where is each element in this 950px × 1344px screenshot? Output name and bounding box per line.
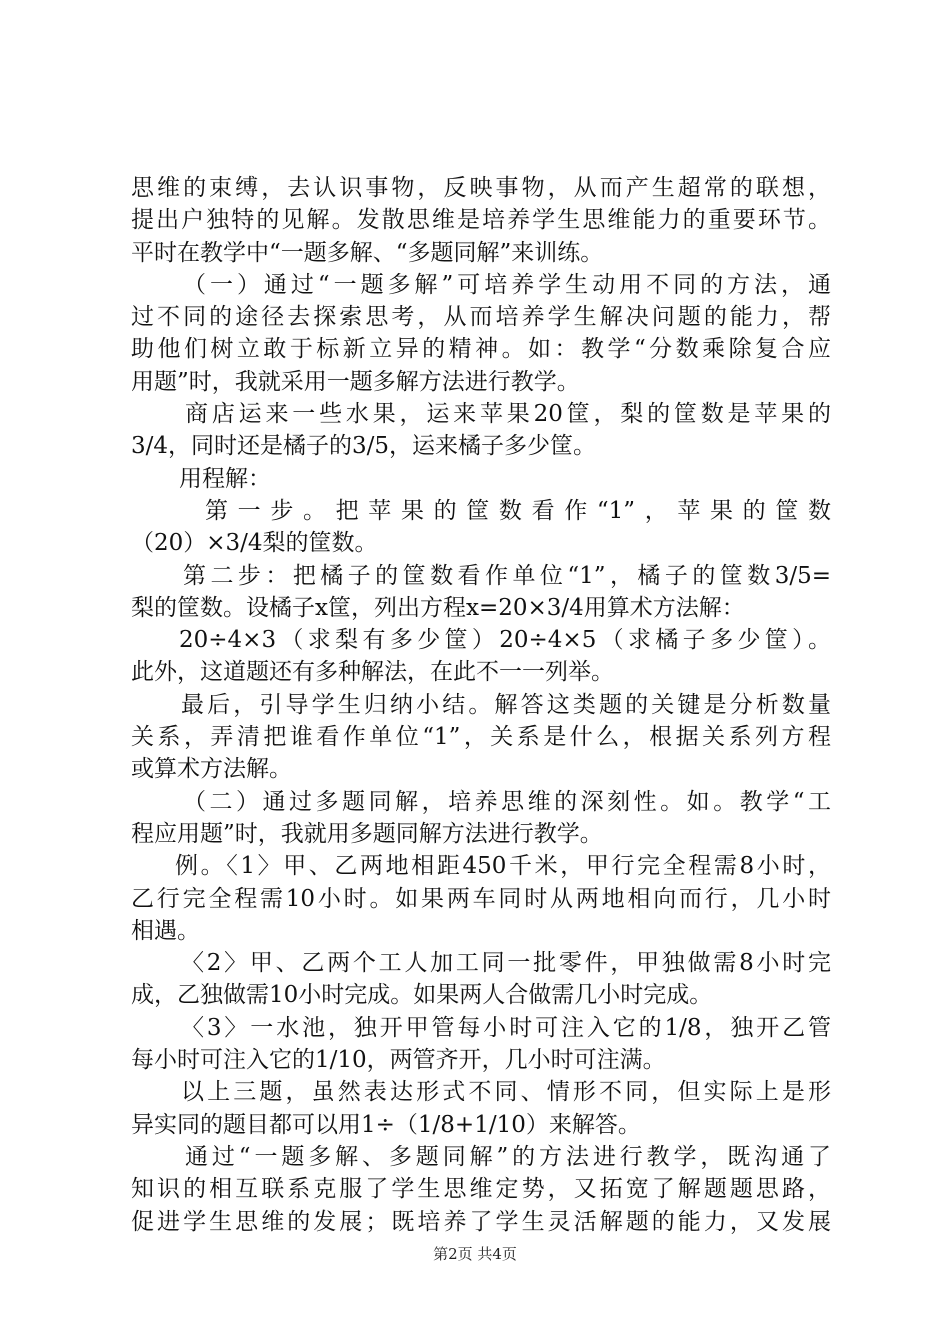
- body-text: [131, 172, 831, 1238]
- text-line: （二）通过多题同解，培养思维的深刻性。如。教学“工: [183, 788, 831, 815]
- text-line: 思维的束缚，去认识事物，反映事物，从而产生超常的联想，: [131, 175, 831, 201]
- text-line: 3/4，同时还是橘子的3/5，运来橘子多少筐。: [131, 433, 597, 460]
- text-line: 或算术方法解。: [131, 756, 292, 783]
- text-line: 梨的筐数。设橘子x筐，列出方程x=20×3/4用算术方法解：: [131, 594, 745, 621]
- text-line: 成，乙独做需10小时完成。如果两人合做需几小时完成。: [131, 982, 713, 1009]
- text-line: 知识的相互联系克服了学生思维定势，又拓宽了解题题思路，: [131, 1176, 831, 1203]
- text-line: 此外，这道题还有多种解法，在此不一一列举。: [131, 659, 614, 686]
- text-line: 最后，引导学生归纳小结。解答这类题的关键是分析数量: [181, 691, 831, 718]
- text-line: 助他们树立敢于标新立异的精神。如：教学“分数乘除复合应: [131, 336, 831, 363]
- text-line: 每小时可注入它的1/10，两管齐开，几小时可注满。: [131, 1047, 666, 1074]
- text-line: 异实同的题目都可以用1÷（1/8+1/10）来解答。: [131, 1111, 641, 1138]
- text-line: 程应用题”时，我就用多题同解方法进行教学。: [131, 820, 603, 847]
- text-line: 20÷4×3（求梨有多少筐）20÷4×5（求橘子多少筐）。: [179, 627, 831, 654]
- text-line: 关系，弄清把谁看作单位“1”，关系是什么，根据关系列方程: [131, 724, 831, 751]
- text-line: 例。〈1〉甲、乙两地相距450千米，甲行完全程需8小时，: [175, 853, 831, 880]
- text-line: 乙行完全程需10小时。如果两车同时从两地相向而行，几小时: [131, 885, 831, 912]
- text-line: 通过“一题多解、多题同解”的方法进行教学，既沟通了: [185, 1143, 831, 1170]
- text-line: 促进学生思维的发展；既培养了学生灵活解题的能力，又发展: [131, 1208, 831, 1235]
- text-line: 〈3〉一水池，独开甲管每小时可注入它的1/8，独开乙管: [181, 1014, 831, 1041]
- text-line: 〈2〉甲、乙两个工人加工同一批零件，甲独做需8小时完: [181, 950, 831, 977]
- text-line: （一）通过“一题多解”可培养学生动用不同的方法，通: [183, 271, 831, 298]
- text-line: 商店运来一些水果，运来苹果20筐，梨的筐数是苹果的: [185, 401, 831, 428]
- text-line: 过不同的途径去探索思考，从而培养学生解决问题的能力，帮: [131, 304, 831, 331]
- text-line: 第一步。把苹果的筐数看作“1”，苹果的筐数: [205, 497, 831, 524]
- page-footer: 第2页 共4页: [433, 1245, 517, 1263]
- text-line: （20）×3/4梨的筐数。: [131, 530, 378, 557]
- text-line: 以上三题，虽然表达形式不同、情形不同，但实际上是形: [181, 1079, 831, 1106]
- text-line: 提出户独特的见解。发散思维是培养学生思维能力的重要环节。: [131, 207, 831, 234]
- text-line: 用程解：: [179, 465, 271, 492]
- text-line: 用题”时，我就采用一题多解方法进行教学。: [131, 368, 580, 395]
- text-line: 相遇。: [131, 917, 200, 944]
- text-line: 第二步：把橘子的筐数看作单位“1”，橘子的筐数3/5=: [183, 562, 831, 589]
- text-line: 平时在教学中“一题多解、“多题同解”来训练。: [131, 239, 604, 266]
